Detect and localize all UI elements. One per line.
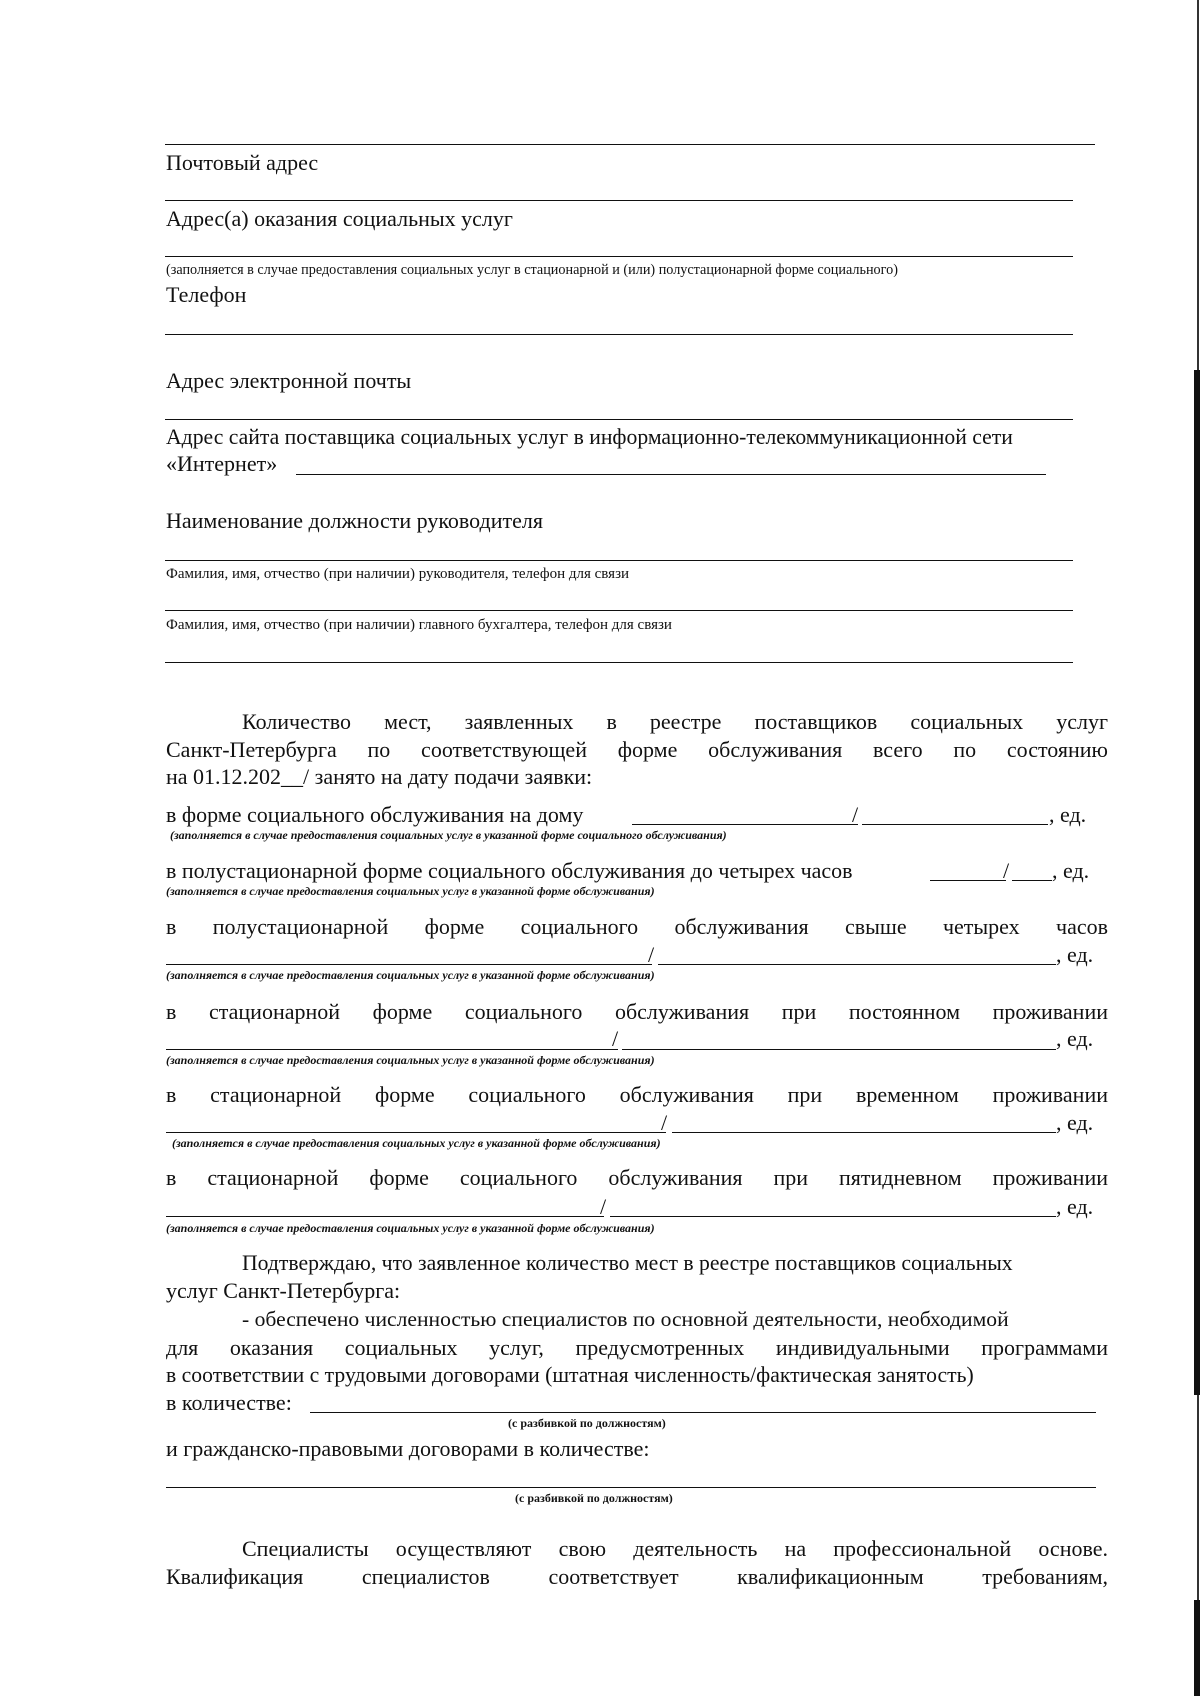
five-total-line[interactable] [166,1216,604,1217]
breakdown-note-2: (с разбивкой по должностям) [515,1491,673,1505]
accountant-name-line[interactable] [165,662,1073,663]
head-position-line[interactable] [165,560,1073,561]
places-intro-line-2: Санкт-Петербурга по соответствующей форме обслуживания всего по состоянию [166,737,1108,762]
temp-note: (заполняется в случае предоставления социальных услуг в указанной форме обслуживания) [172,1136,661,1150]
home-label: в форме социального обслуживания на дому [166,802,584,827]
scan-edge [1194,0,1200,1696]
confirm-line-2: услуг Санкт-Петербурга: [166,1278,401,1303]
specialists-line-1: Специалисты осуществляют свою деятельность на профессиональной основе. [242,1536,1108,1561]
head-position-label: Наименование должности руководителя [166,508,543,533]
home-total-line[interactable] [632,824,858,825]
confirm-line-3: - обеспечено численностью специалистов по основной деятельности, необходимой [242,1307,1009,1331]
confirm-line-6: в количестве: [166,1390,292,1415]
service-address-note: (заполняется в случае предоставления социальных услуг в стационарной и (или) полустационарной форме социального) [166,262,898,278]
perm-label: в стационарной форме социального обслуживания при постоянном проживании [166,999,1108,1024]
home-note: (заполняется в случае предоставления социальных услуг в указанной форме социального обслуживания) [170,828,727,842]
perm-unit: , ед. [1056,1026,1094,1051]
semi-4h-label: в полустационарной форме социального обслуживания до четырех часов [166,858,853,883]
semi-over-label: в полустационарной форме социального обслуживания свыше четырех часов [166,914,1108,939]
phone-label: Телефон [166,282,247,307]
head-name-line[interactable] [165,610,1073,611]
perm-occupied-line[interactable] [622,1049,1056,1050]
home-unit: , ед. [1049,802,1087,827]
semi-4h-occupied-line[interactable] [1012,880,1052,881]
semi-4h-slash: / [1003,858,1010,883]
semi-over-note: (заполняется в случае предоставления социальных услуг в указанной форме обслуживания) [166,968,655,982]
places-intro-line-1: Количество мест, заявленных в реестре поставщиков социальных услуг [242,709,1108,734]
accountant-name-label: Фамилия, имя, отчество (при наличии) главного бухгалтера, телефон для связи [166,617,672,633]
five-note: (заполняется в случае предоставления социальных услуг в указанной форме обслуживания) [166,1221,655,1235]
specialists-line-2: Квалификация специалистов соответствует квалификационным требованиям, [166,1564,1108,1589]
breakdown-note-1: (с разбивкой по должностям) [508,1416,666,1430]
five-unit: , ед. [1056,1194,1094,1219]
field-line[interactable] [165,144,1095,145]
perm-note: (заполняется в случае предоставления социальных услуг в указанной форме обслуживания) [166,1053,655,1067]
semi-over-total-line[interactable] [166,964,652,965]
postal-address-label: Почтовый адрес [166,150,319,175]
temp-unit: , ед. [1056,1110,1094,1135]
perm-total-line[interactable] [166,1049,618,1050]
home-slash: / [852,802,859,827]
temp-total-line[interactable] [166,1132,666,1133]
confirm-line-7: и гражданско-правовыми договорами в количестве: [166,1436,650,1461]
five-slash: / [600,1194,607,1219]
website-line[interactable] [296,474,1046,475]
confirm-line-5: в соответствии с трудовыми договорами (штатная численность/фактическая занятость) [166,1363,974,1387]
head-name-label: Фамилия, имя, отчество (при наличии) руководителя, телефон для связи [166,566,630,582]
semi-over-unit: , ед. [1056,942,1094,967]
postal-address-line[interactable] [165,200,1073,201]
five-label: в стационарной форме социального обслуживания при пятидневном проживании [166,1165,1108,1190]
email-line[interactable] [165,419,1073,420]
temp-label: в стационарной форме социального обслуживания при временном проживании [166,1082,1108,1107]
civil-contracts-line[interactable] [166,1487,1096,1488]
temp-occupied-line[interactable] [672,1132,1056,1133]
semi-over-slash: / [648,942,655,967]
service-address-label: Адрес(а) оказания социальных услуг [166,206,513,231]
semi-over-occupied-line[interactable] [658,964,1056,965]
confirm-line-1: Подтверждаю, что заявленное количество мест в реестре поставщиков социальных [242,1251,1013,1275]
website-label-2: «Интернет» [166,451,278,476]
home-occupied-line[interactable] [862,824,1048,825]
phone-line[interactable] [165,334,1073,335]
confirm-line-4: для оказания социальных услуг, предусмотренных индивидуальными программами [166,1335,1108,1360]
staff-count-line[interactable] [310,1412,1096,1413]
email-label: Адрес электронной почты [166,368,412,393]
website-label: Адрес сайта поставщика социальных услуг в информационно-телекоммуникационной сети [166,425,1013,449]
semi-4h-total-line[interactable] [930,880,1006,881]
five-occupied-line[interactable] [610,1216,1056,1217]
service-address-line[interactable] [165,256,1073,257]
places-intro-line-3: на 01.12.202__/ занято на дату подачи заявки: [166,764,593,789]
semi-4h-unit: , ед. [1052,858,1090,883]
semi-4h-note: (заполняется в случае предоставления социальных услуг в указанной форме обслуживания) [166,884,655,898]
temp-slash: / [661,1110,668,1135]
perm-slash: / [612,1026,619,1051]
